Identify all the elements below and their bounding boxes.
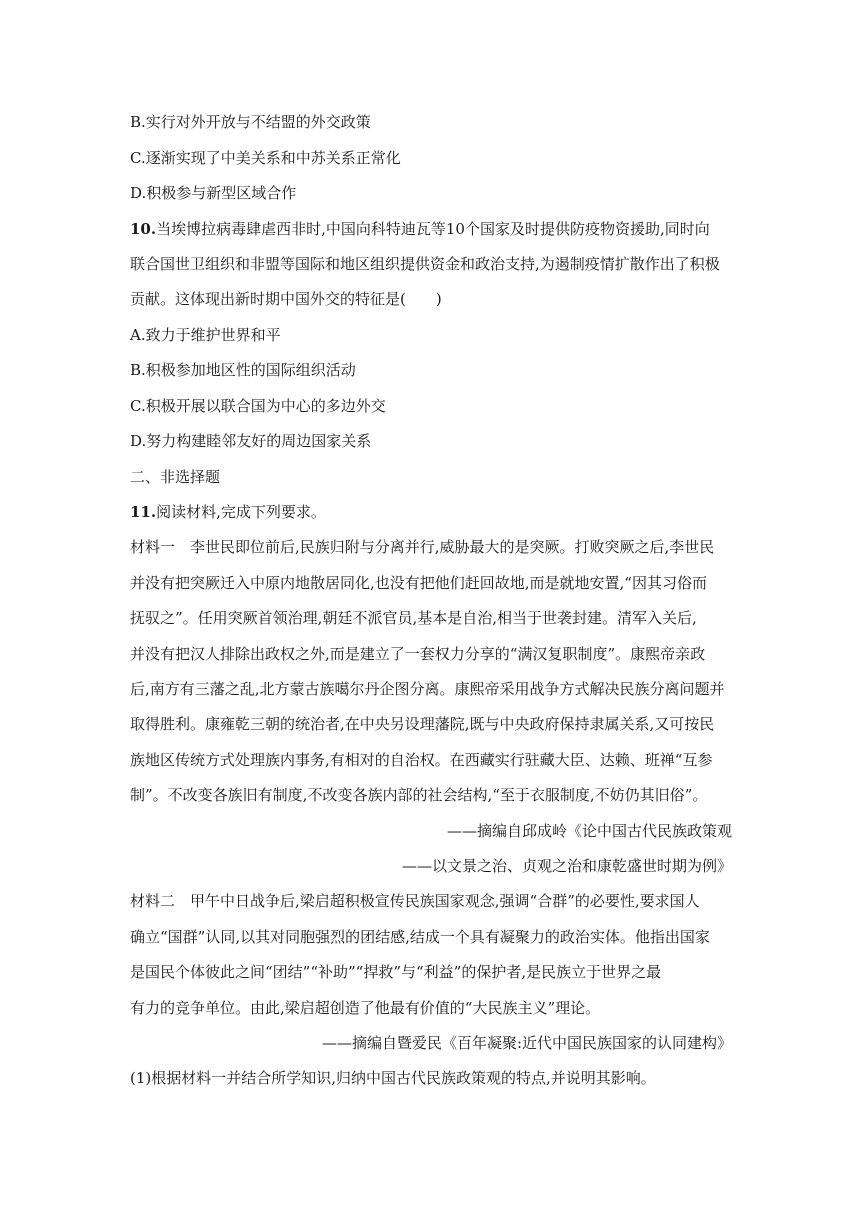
q11-intro: 11.阅读材料,完成下列要求。: [130, 503, 326, 521]
material1-line-2: 并没有把突厥迁入中原内地散居同化,也没有把他们赶回故地,而是就地安置,“因其习俗而: [130, 574, 707, 592]
material1-line-6: 取得胜利。康雍乾三朝的统治者,在中央另设理藩院,既与中央政府保持隶属关系,又可按民: [130, 715, 715, 733]
material1-source-line-2: ——以文景之治、贞观之治和康乾盛世时期为例》: [401, 857, 732, 875]
q10-stem-line-1: 10.当埃博拉病毒肆虐西非时,中国向科特迪瓦等10个国家及时提供防疫物资援助,同时向: [130, 220, 710, 238]
q11-number: 11.: [130, 503, 157, 521]
q10-option-a: A.致力于维护世界和平: [130, 326, 281, 344]
material1-source-line-1: ——摘编自邱成岭《论中国古代民族政策观: [446, 822, 732, 840]
material1-line-3: 抚驭之”。任用突厥首领治理,朝廷不派官员,基本是自治,相当于世袭封建。清军入关后,: [130, 609, 697, 627]
material2-line-1: 材料二 甲午中日战争后,梁启超积极宣传民族国家观念,强调“合群”的必要性,要求国人: [130, 892, 700, 910]
q10-number: 10.: [130, 220, 157, 238]
q10-stem-line-2: 联合国世卫组织和非盟等国际和地区组织提供资金和政治支持,为遏制疫情扩散作出了积极: [130, 255, 720, 273]
material2-line-2: 确立“国群”认同,以其对同胞强烈的团结感,结成一个具有凝聚力的政治实体。他指出国家: [130, 928, 710, 946]
q9-option-c: C.逐渐实现了中美关系和中苏关系正常化: [130, 149, 401, 167]
material1-line-8: 制”。不改变各族旧有制度,不改变各族内部的社会结构,“至于衣服制度,不妨仍其旧俗”。: [130, 786, 708, 804]
q10-option-c: C.积极开展以联合国为中心的多边外交: [130, 397, 386, 415]
section-title: 二、非选择题: [130, 468, 221, 486]
q9-option-d: D.积极参与新型区域合作: [130, 184, 297, 202]
material1-line-7: 族地区传统方式处理族内事务,有相对的自治权。在西藏实行驻藏大臣、达赖、班禅“互参: [130, 751, 713, 769]
q10-option-b: B.积极参加地区性的国际组织活动: [130, 361, 356, 379]
material2-line-3: 是国民个体彼此之间“团结”“补助”“捍救”与“利益”的保护者,是民族立于世界之最: [130, 963, 662, 981]
material1-line-5: 后,南方有三藩之乱,北方蒙古族噶尔丹企图分离。康熙帝采用战争方式解决民族分离问题并: [130, 680, 725, 698]
material2-source: ——摘编自暨爱民《百年凝聚:近代中国民族国家的认同建构》: [321, 1034, 732, 1052]
material1-line-4: 并没有把汉人排除出政权之外,而是建立了一套权力分享的“满汉复职制度”。康熙帝亲政: [130, 645, 706, 663]
material2-line-4: 有力的竞争单位。由此,梁启超创造了他最有价值的“大民族主义”理论。: [130, 999, 601, 1017]
q9-option-b: B.实行对外开放与不结盟的外交政策: [130, 113, 371, 131]
q10-stem-line-3: 贡献。这体现出新时期中国外交的特征是( ): [130, 290, 442, 308]
q11-sub-question-1: (1)根据材料一并结合所学知识,归纳中国古代民族政策观的特点,并说明其影响。: [130, 1069, 656, 1087]
q10-option-d: D.努力构建睦邻友好的周边国家关系: [130, 432, 372, 450]
material1-line-1: 材料一 李世民即位前后,民族归附与分离并行,威胁最大的是突厥。打败突厥之后,李世民: [130, 538, 715, 556]
